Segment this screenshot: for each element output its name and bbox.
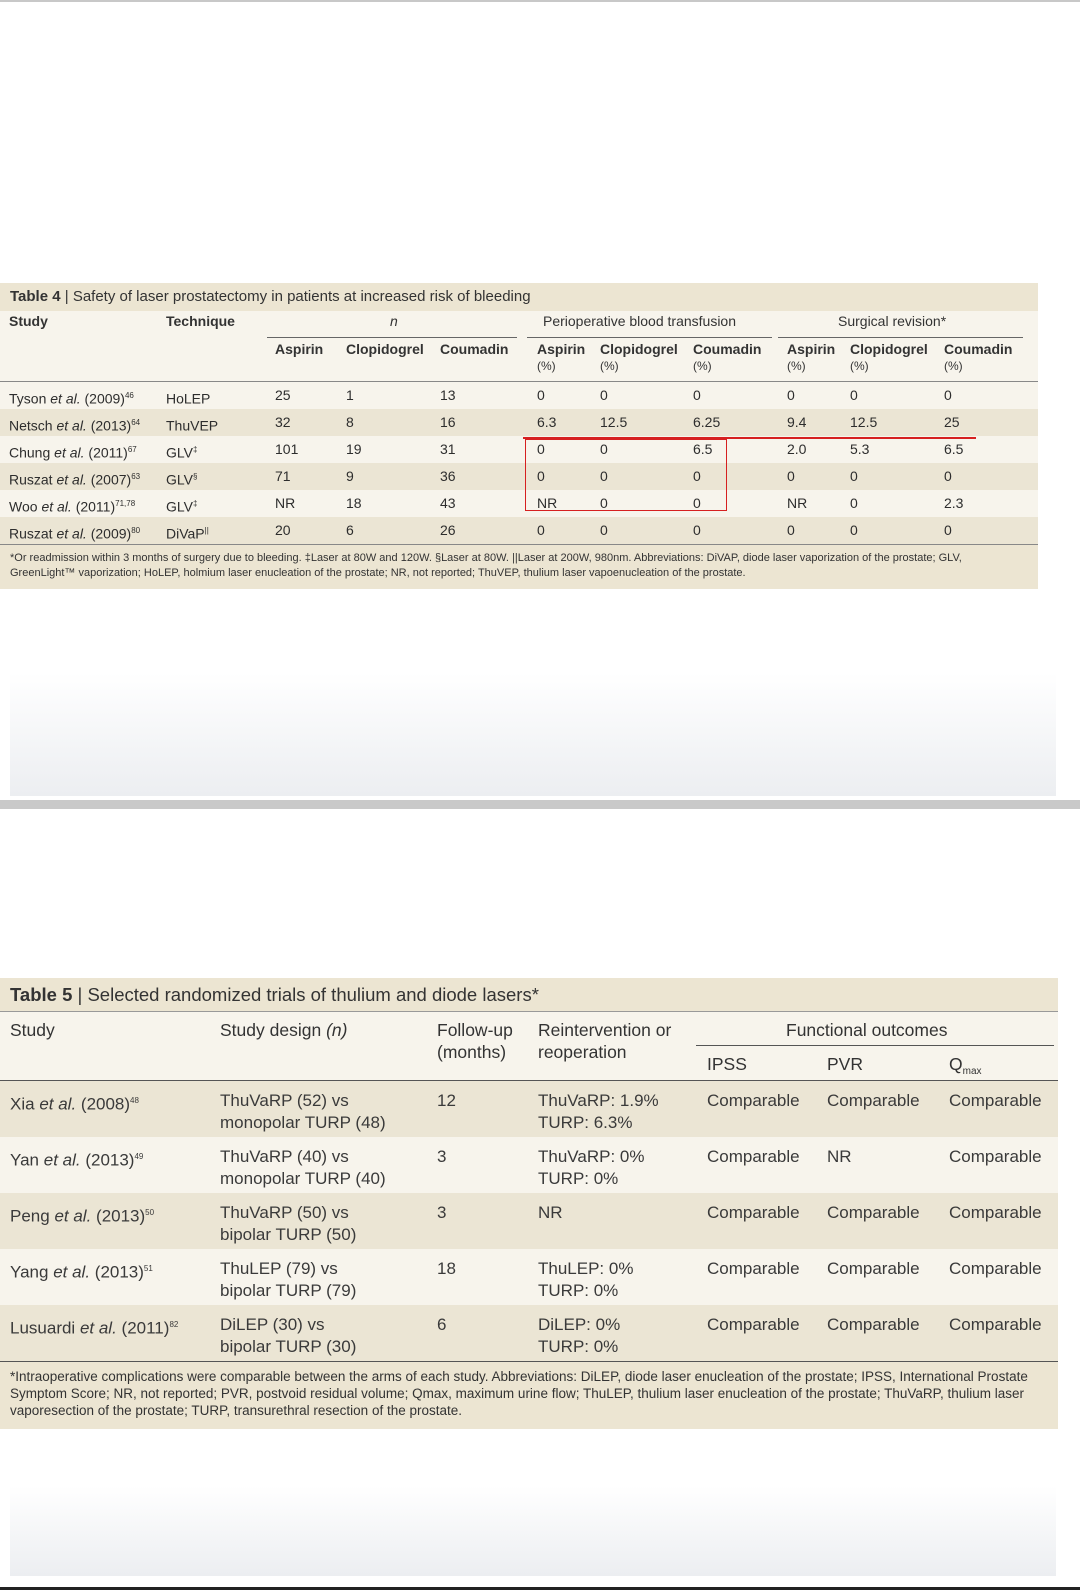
study-ref: 82 [169, 1320, 179, 1329]
value-cell-n-asp: 101 [275, 441, 299, 457]
value-cell-sr-asp: NR [787, 495, 808, 511]
table-4-label: Table 4 [10, 288, 61, 305]
design-line-2: bipolar TURP (79) [220, 1281, 357, 1300]
value-cell-sr-clo: 5.3 [850, 441, 870, 457]
value-cell-pt-cou: 0 [693, 522, 701, 538]
header-functional-outcomes: Functional outcomes [786, 1020, 948, 1040]
header-followup-2: (months) [437, 1042, 507, 1062]
header-sr-clopidogrel-pct: (%) [850, 359, 869, 373]
header-pt-clopidogrel-pct: (%) [600, 359, 619, 373]
value-cell-pt-cou: 6.5 [693, 441, 713, 457]
reintervention-cell [538, 1146, 644, 1190]
table-row [0, 436, 1038, 463]
value-cell-n-cou: 16 [440, 414, 456, 430]
study-year: (2013) [96, 1206, 146, 1226]
value-cell-pt-cou: 0 [693, 495, 701, 511]
header-n-clopidogrel: Clopidogrel [346, 341, 424, 357]
technique-sup: § [192, 472, 198, 481]
design-line-1: DiLEP (30) vs [220, 1315, 325, 1334]
value-cell-pt-clo: 0 [600, 495, 608, 511]
design-cell [220, 1314, 356, 1358]
qmax-cell: Comparable [949, 1091, 1042, 1110]
table-row [0, 1193, 1058, 1249]
table-row [0, 382, 1038, 409]
value-cell-sr-cou: 0 [944, 522, 952, 538]
study-etal: et al. [56, 471, 87, 488]
table-4 [0, 283, 1038, 589]
header-pt-coumadin-pct: (%) [693, 359, 712, 373]
design-line-1: ThuVaRP (40) vs [220, 1147, 349, 1166]
study-year: (2009) [84, 390, 125, 407]
study-ref: 80 [131, 526, 141, 535]
value-cell-pt-clo: 0 [600, 468, 608, 484]
header-followup-1: Follow-up [437, 1020, 513, 1040]
technique-label: GLV [166, 444, 193, 461]
qmax-cell: Comparable [949, 1315, 1042, 1334]
header-n-coumadin: Coumadin [440, 341, 509, 357]
value-cell-n-clo: 8 [346, 414, 354, 430]
followup-cell: 18 [437, 1259, 456, 1278]
study-etal: et al. [41, 498, 72, 515]
design-cell [220, 1090, 386, 1134]
study-author: Lusuardi [10, 1318, 76, 1338]
reint-line-1: DiLEP: 0% [538, 1315, 621, 1334]
value-cell-n-clo: 18 [346, 495, 362, 511]
header-pvr: PVR [827, 1054, 863, 1074]
value-cell-pt-asp: 0 [537, 468, 545, 484]
ipss-cell: Comparable [707, 1091, 800, 1110]
header-pt-aspirin-pct: (%) [537, 359, 556, 373]
study-author: Yan [10, 1150, 39, 1170]
table-row [0, 463, 1038, 490]
qmax-cell: Comparable [949, 1203, 1042, 1222]
value-cell-n-asp: NR [275, 495, 296, 511]
value-cell-pt-clo: 0 [600, 441, 608, 457]
functional-group-rule [696, 1045, 1054, 1046]
study-author: Tyson [9, 390, 47, 407]
value-cell-pt-asp: 6.3 [537, 414, 557, 430]
value-cell-sr-asp: 2.0 [787, 441, 807, 457]
value-cell-n-asp: 71 [275, 468, 291, 484]
study-etal: et al. [53, 1262, 91, 1282]
study-year: (2011) [75, 498, 116, 515]
pvr-cell: Comparable [827, 1315, 920, 1334]
header-study-design-n: (n) [326, 1020, 348, 1040]
value-cell-n-asp: 25 [275, 387, 291, 403]
study-author: Ruszat [9, 525, 53, 542]
reint-line-2: TURP: 0% [538, 1169, 619, 1188]
study-author: Woo [9, 498, 38, 515]
study-year: (2008) [80, 1094, 131, 1114]
study-ref: 49 [134, 1152, 144, 1161]
value-cell-pt-cou: 0 [693, 387, 701, 403]
value-cell-pt-clo: 0 [600, 387, 608, 403]
header-ipss: IPSS [707, 1054, 747, 1074]
red-box-annotation [525, 439, 727, 511]
table-4-header [0, 311, 1038, 382]
reint-line-1: NR [538, 1203, 563, 1222]
table-5-header [0, 1011, 1058, 1081]
followup-cell: 3 [437, 1203, 447, 1222]
table-row [0, 1305, 1058, 1361]
study-etal: et al. [54, 1206, 92, 1226]
study-etal: et al. [56, 525, 87, 542]
value-cell-pt-asp: 0 [537, 441, 545, 457]
table-5-label: Table 5 [10, 984, 73, 1005]
header-sr-clopidogrel: Clopidogrel [850, 341, 928, 357]
value-cell-sr-clo: 0 [850, 522, 858, 538]
table-5-body [0, 1081, 1058, 1361]
header-study-design [220, 1019, 347, 1041]
header-pt-aspirin: Aspirin [537, 341, 586, 357]
study-etal: et al. [79, 1318, 117, 1338]
ipss-cell: Comparable [707, 1203, 800, 1222]
reint-line-1: ThuLEP: 0% [538, 1259, 634, 1278]
study-year: (2011) [88, 444, 128, 461]
surgical-group-rule [778, 337, 1023, 338]
header-perioperative: Perioperative blood transfusion [543, 313, 737, 329]
value-cell-n-cou: 31 [440, 441, 456, 457]
table-row [0, 1081, 1058, 1137]
value-cell-n-asp: 20 [275, 522, 291, 538]
study-author: Yang [10, 1262, 49, 1282]
technique-label: GLV [166, 471, 193, 488]
study-cell [10, 1146, 143, 1172]
value-cell-sr-clo: 12.5 [850, 414, 878, 430]
header-sr-coumadin: Coumadin [944, 341, 1013, 357]
value-cell-sr-asp: 0 [787, 468, 795, 484]
study-etal: et al. [56, 417, 87, 434]
pvr-cell: Comparable [827, 1259, 920, 1278]
value-cell-sr-cou: 6.5 [944, 441, 964, 457]
table-5-caption: Table 5 | Selected randomized trials of thulium and diode lasers* [0, 978, 1058, 1011]
value-cell-pt-asp: 0 [537, 522, 545, 538]
technique-sup: ‡ [192, 499, 198, 508]
study-author: Xia [10, 1094, 35, 1114]
value-cell-pt-clo: 12.5 [600, 414, 628, 430]
table-row [0, 1249, 1058, 1305]
pvr-cell: Comparable [827, 1091, 920, 1110]
study-ref: 63 [131, 472, 141, 481]
study-etal: et al. [50, 390, 81, 407]
study-cell [10, 1090, 139, 1116]
value-cell-n-clo: 9 [346, 468, 354, 484]
design-line-1: ThuVaRP (52) vs [220, 1091, 349, 1110]
table-4-title: Safety of laser prostatectomy in patients at increased risk of bleeding [72, 288, 531, 305]
value-cell-n-clo: 19 [346, 441, 362, 457]
value-cell-sr-clo: 0 [850, 468, 858, 484]
header-study: Study [9, 313, 48, 329]
table-row [0, 490, 1038, 517]
header-qmax-q: Q [949, 1054, 963, 1074]
table-4-caption: Table 4 | Safety of laser prostatectomy in patients at increased risk of bleeding [0, 283, 1038, 311]
table-5 [0, 978, 1058, 1429]
slide-2-background [10, 1426, 1056, 1576]
table-row [0, 1137, 1058, 1193]
table-5-footnote: *Intraoperative complications were comparable between the arms of each study. Abbreviations: DiLEP, diode laser enucleation of the prostate; IPSS, International Prostate Symptom Score; NR, not reported; PVR, postvoid residual volume; Qmax, maximum urine flow; ThuLEP, thulium laser enucleation of the prostate; ThuVaRP, thulium laser vaporesection of the prostate; TURP, transurethral resection of the prostate. [0, 1361, 1058, 1429]
table-5-title: Selected randomized trials of thulium and diode lasers* [87, 984, 539, 1005]
qmax-cell: Comparable [949, 1259, 1042, 1278]
value-cell-sr-asp: 0 [787, 387, 795, 403]
value-cell-n-asp: 32 [275, 414, 291, 430]
header-study: Study [10, 1020, 55, 1040]
reintervention-cell [538, 1258, 633, 1302]
study-ref: 51 [143, 1264, 153, 1273]
header-sr-aspirin-pct: (%) [787, 359, 806, 373]
study-cell [10, 1258, 153, 1284]
value-cell-pt-asp: 0 [537, 387, 545, 403]
study-ref: 67 [127, 445, 137, 454]
study-cell [9, 517, 140, 548]
ipss-cell: Comparable [707, 1147, 800, 1166]
value-cell-pt-clo: 0 [600, 522, 608, 538]
study-year: (2009) [90, 525, 132, 542]
value-cell-sr-cou: 25 [944, 414, 960, 430]
value-cell-sr-asp: 9.4 [787, 414, 807, 430]
value-cell-sr-clo: 0 [850, 387, 858, 403]
value-cell-sr-cou: 2.3 [944, 495, 964, 511]
study-etal: et al. [43, 1150, 81, 1170]
n-group-rule [267, 337, 517, 338]
study-ref: 71,78 [115, 499, 136, 508]
header-reint-1: Reintervention or [538, 1020, 672, 1040]
design-line-2: monopolar TURP (40) [220, 1169, 386, 1188]
study-etal: et al. [39, 1094, 77, 1114]
header-sr-coumadin-pct: (%) [944, 359, 963, 373]
reint-line-1: ThuVaRP: 0% [538, 1147, 645, 1166]
reint-line-2: TURP: 0% [538, 1337, 619, 1356]
perioperative-group-rule [527, 337, 772, 338]
study-cell [10, 1202, 154, 1228]
header-qmax-sub: max [962, 1066, 982, 1077]
study-year: (2013) [90, 417, 132, 434]
study-author: Peng [10, 1206, 50, 1226]
header-technique: Technique [166, 313, 235, 329]
technique-label: HoLEP [166, 390, 211, 407]
value-cell-sr-cou: 0 [944, 468, 952, 484]
study-year: (2007) [90, 471, 132, 488]
value-cell-sr-cou: 0 [944, 387, 952, 403]
study-year: (2013) [85, 1150, 135, 1170]
study-etal: et al. [54, 444, 85, 461]
study-author: Ruszat [9, 471, 53, 488]
study-cell [10, 1314, 178, 1340]
value-cell-n-cou: 13 [440, 387, 456, 403]
reint-line-2: TURP: 6.3% [538, 1113, 633, 1132]
study-author: Chung [9, 444, 51, 461]
design-line-2: bipolar TURP (30) [220, 1337, 357, 1356]
header-sr-aspirin: Aspirin [787, 341, 836, 357]
value-cell-pt-cou: 6.25 [693, 414, 721, 430]
study-ref: 50 [145, 1208, 155, 1217]
design-line-2: monopolar TURP (48) [220, 1113, 386, 1132]
header-reint-2: reoperation [538, 1042, 627, 1062]
technique-label: DiVaP [166, 525, 205, 542]
value-cell-pt-asp: NR [537, 495, 558, 511]
study-ref: 64 [131, 418, 141, 427]
value-cell-n-clo: 6 [346, 522, 354, 538]
reintervention-cell [538, 1202, 563, 1224]
reint-line-2: TURP: 0% [538, 1281, 619, 1300]
pvr-cell: NR [827, 1147, 852, 1166]
study-year: (2013) [94, 1262, 144, 1282]
design-line-2: bipolar TURP (50) [220, 1225, 357, 1244]
study-ref: 46 [124, 391, 134, 400]
table-4-footnote: *Or readmission within 3 months of surgery due to bleeding. ‡Laser at 80W and 120W. §Laser at 80W. ||Laser at 200W, 980nm. Abbreviations: DiVAP, diode laser vaporization of the prostate; GLV, GreenLight™ vaporization; HoLEP, holmium laser enucleation of the prostate; NR, not reported; ThuVEP, thulium laser vapoenucleation of the prostate. [0, 544, 1038, 589]
header-n-aspirin: Aspirin [275, 341, 324, 357]
design-line-1: ThuVaRP (50) vs [220, 1203, 349, 1222]
design-line-1: ThuLEP (79) vs [220, 1259, 338, 1278]
technique-sup: ‡ [192, 445, 198, 454]
design-cell [220, 1202, 356, 1246]
value-cell-n-clo: 1 [346, 387, 354, 403]
header-n: n [390, 313, 398, 329]
design-cell [220, 1146, 386, 1190]
study-ref: 48 [130, 1096, 139, 1105]
study-year: (2011) [121, 1318, 170, 1338]
slide-1-background [10, 590, 1056, 796]
ipss-cell: Comparable [707, 1315, 800, 1334]
design-cell [220, 1258, 356, 1302]
technique-label: ThuVEP [166, 417, 219, 434]
value-cell-n-cou: 43 [440, 495, 456, 511]
followup-cell: 6 [437, 1315, 447, 1334]
value-cell-sr-asp: 0 [787, 522, 795, 538]
header-study-design-label: Study design [220, 1020, 322, 1040]
reintervention-cell [538, 1090, 659, 1134]
value-cell-n-cou: 36 [440, 468, 456, 484]
technique-sup: || [204, 526, 209, 535]
followup-cell: 3 [437, 1147, 447, 1166]
table-row [0, 517, 1038, 544]
study-author: Netsch [9, 417, 53, 434]
table-4-body [0, 382, 1038, 544]
value-cell-pt-cou: 0 [693, 468, 701, 484]
followup-cell: 12 [437, 1091, 456, 1110]
header-surgical-revision: Surgical revision* [838, 313, 947, 329]
ipss-cell: Comparable [707, 1259, 800, 1278]
qmax-cell: Comparable [949, 1147, 1042, 1166]
technique-label: GLV [166, 498, 193, 515]
value-cell-n-cou: 26 [440, 522, 456, 538]
header-pt-clopidogrel: Clopidogrel [600, 341, 678, 357]
header-pt-coumadin: Coumadin [693, 341, 762, 357]
pvr-cell: Comparable [827, 1203, 920, 1222]
header-qmax [949, 1053, 982, 1083]
reint-line-1: ThuVaRP: 1.9% [538, 1091, 659, 1110]
value-cell-sr-clo: 0 [850, 495, 858, 511]
table-row [0, 409, 1038, 436]
technique-cell [166, 517, 209, 548]
reintervention-cell [538, 1314, 620, 1358]
